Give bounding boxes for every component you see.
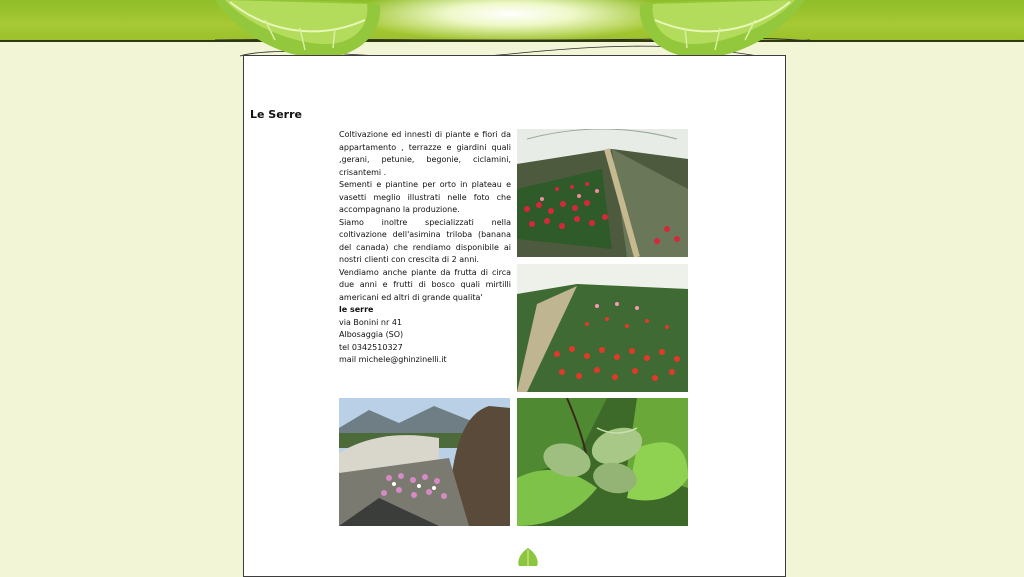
contact-phone: tel 0342510327 <box>339 342 403 352</box>
page-title: Le Serre <box>250 108 302 121</box>
greenhouse-photo[interactable] <box>517 129 688 257</box>
contact-name: le serre <box>339 305 374 314</box>
description-paragraph: Sementi e piantine per orto in plateau e vasetti meglio illustrati nelle foto che accompagnano la produzione. <box>339 180 511 214</box>
description-text <box>339 129 511 304</box>
description-paragraph: Vendiamo anche piante da frutta di circa due anni e frutti di bosco quali mirtilli americani ed altri di grande qualita' <box>339 267 511 302</box>
greenhouse-photo[interactable] <box>517 264 688 392</box>
description-paragraph: Coltivazione ed innesti di piante e fiori da appartamento , terrazze e giardini quali ,gerani, petunie, begonie, ciclamini, crisantemi . <box>339 130 511 177</box>
leaf-icon <box>205 0 390 62</box>
asimina-fruit-photo[interactable] <box>517 398 688 526</box>
leaf-icon <box>630 0 815 62</box>
header-glow <box>360 0 660 40</box>
leaf-icon <box>515 548 541 566</box>
content-panel <box>243 55 786 577</box>
contact-city: Albosaggia (SO) <box>339 330 404 339</box>
contact-address: via Bonini nr 41 <box>339 317 402 327</box>
greenhouse-photo[interactable] <box>339 398 510 526</box>
description-paragraph: Siamo inoltre specializzati nella coltivazione dell'asimina triloba (banana del canada) che rendiamo disponibile ai nostri clienti con crescita di 2 anni. <box>339 217 511 264</box>
contact-mail: mail michele@ghinzinelli.it <box>339 355 447 364</box>
contact-info <box>339 304 511 367</box>
